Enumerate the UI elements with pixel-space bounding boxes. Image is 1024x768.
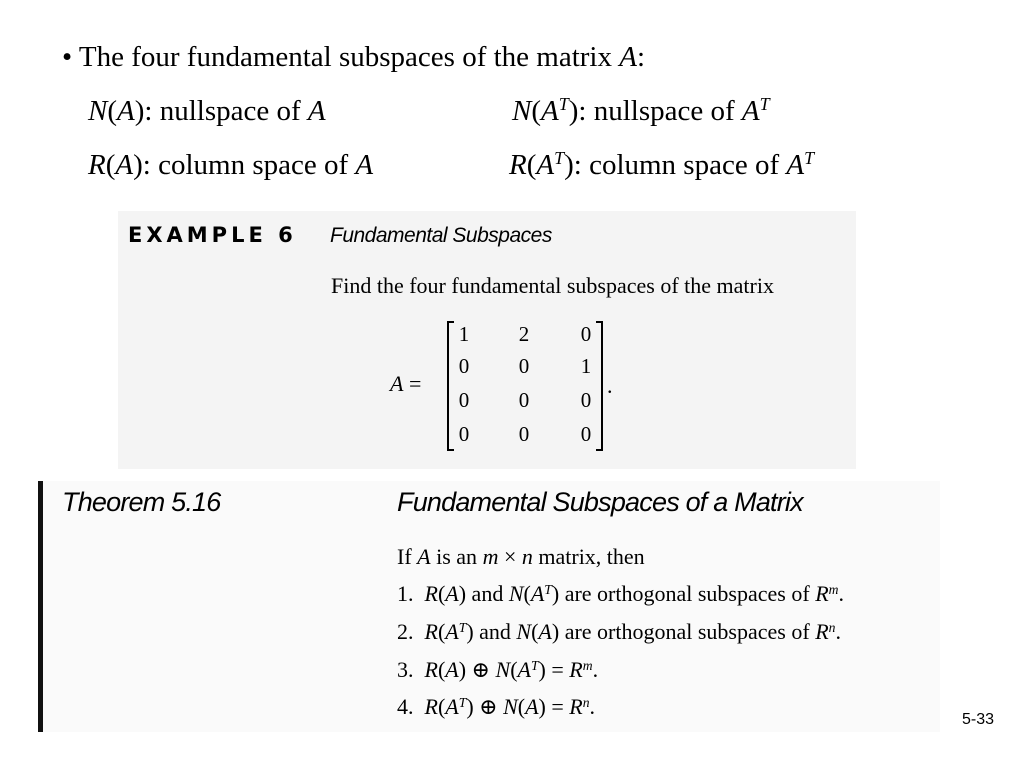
- matrix-cell: 0: [458, 354, 470, 378]
- matrix-right-bracket: [596, 321, 603, 451]
- theorem-item-4: 4. $R(A^T)$ ⊕ $N(A) = R^n$.: [397, 694, 596, 719]
- matrix-cell: 0: [458, 388, 470, 412]
- nullspace-AT-line: $N(A^T)$: nullspace of $A^T$: [512, 94, 770, 127]
- matrix-cell: 1: [580, 354, 592, 378]
- nullspace-A-line: N(A): nullspace of A: [88, 95, 326, 127]
- example-subtitle: Fundamental Subspaces: [330, 224, 552, 247]
- bullet-var: A: [619, 41, 637, 73]
- bullet-intro: [62, 43, 645, 72]
- theorem-item-3: 3. R(A) ⊕ $N(A^T) = R^m$.: [397, 657, 599, 682]
- matrix-period: .: [607, 373, 613, 398]
- bullet-text: The four fundamental subspaces of the matrix: [78, 41, 612, 73]
- bullet-colon: :: [636, 41, 646, 73]
- bullet-symbol: •: [62, 41, 73, 73]
- theorem-item-2: 2. $R(A^T)$ and N(A) are orthogonal subspaces of $R^n$.: [397, 619, 841, 644]
- matrix-label: A =: [390, 371, 422, 396]
- matrix-cell: 0: [518, 354, 530, 378]
- matrix-cell: 0: [518, 422, 530, 446]
- matrix-cell: 0: [580, 422, 592, 446]
- theorem-left-bar: [38, 481, 43, 732]
- matrix-cell: 0: [580, 388, 592, 412]
- matrix-left-bracket: [447, 321, 454, 451]
- theorem-title: Fundamental Subspaces of a Matrix: [397, 487, 803, 517]
- matrix-cell: 2: [518, 322, 530, 346]
- theorem-label: Theorem 5.16: [62, 487, 221, 517]
- page-number: 5-33: [962, 711, 995, 728]
- matrix-cell: 0: [518, 388, 530, 412]
- column-A-line: R(A): column space of A: [88, 149, 374, 181]
- example-box: [118, 211, 856, 469]
- column-AT-line: $R(A^T)$: column space of $A^T$: [509, 148, 815, 181]
- theorem-intro: If A is an m × n matrix, then: [397, 544, 645, 569]
- example-heading: EXAMPLE 6: [128, 223, 297, 247]
- theorem-item-1: 1. R(A) and $N(A^T)$ are orthogonal subspaces of $R^m$.: [397, 581, 844, 606]
- matrix-cell: 1: [458, 322, 470, 346]
- matrix-cell: 0: [580, 322, 592, 346]
- example-body: Find the four fundamental subspaces of the matrix: [331, 273, 774, 298]
- matrix-cell: 0: [458, 422, 470, 446]
